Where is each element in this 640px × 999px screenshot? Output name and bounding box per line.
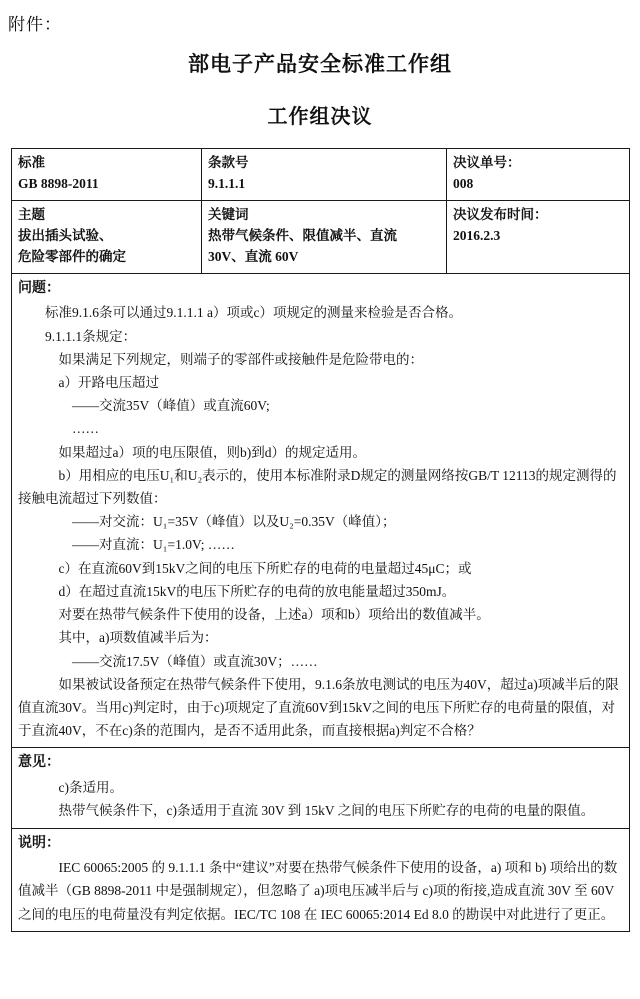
standard-value: GB 8898-2011 <box>18 175 99 191</box>
standard-label: 标准 <box>18 155 45 170</box>
question-paragraph: 标准9.1.6条可以通过9.1.1.1 a）项或c）项规定的测量来检验是否合格。 <box>45 305 462 321</box>
explanation-cell <box>12 828 630 931</box>
release-date-value: 2016.2.3 <box>453 227 501 243</box>
explanation-heading: 说明： <box>18 835 60 851</box>
keywords-cell <box>202 200 447 273</box>
opinion-cell <box>12 748 630 828</box>
question-paragraph: 如果超过a）项的电压限值，则b)到d）的规定适用。 <box>58 444 366 460</box>
question-paragraph: 其中，a)项数值减半后为： <box>58 630 218 646</box>
question-paragraph: ——对直流：U₁=1.0V; …… <box>72 537 235 553</box>
page-subtitle: 工作组决议 <box>267 106 373 128</box>
subject-value-line2: 危险零部件的确定 <box>18 248 126 264</box>
clause-value: 9.1.1.1 <box>208 175 246 191</box>
release-date-label: 决议发布时间： <box>453 206 548 222</box>
question-cell <box>12 273 630 748</box>
question-paragraph: 如果被试设备预定在热带气候条件下使用，9.1.6条放电测试的电压为40V，超过a)项减半后的限值直流30V。当用c)判定时，由于c)项规定了直流60V到15kV之间的电压下所贮存的电荷量的限值，对于直流40V，不在c)条的范围内，是否不适用此条，而直接根据a)判定不合格？ <box>18 676 619 739</box>
question-paragraph: ——对交流：U₁=35V（峰值）以及U₂=0.35V（峰值）； <box>72 514 396 530</box>
opinion-heading: 意见： <box>18 755 60 771</box>
subject-label: 主题 <box>18 206 45 222</box>
page-title: 部电子产品安全标准工作组 <box>188 52 452 76</box>
resolution-table <box>11 148 630 932</box>
opinion-paragraph: 热带气候条件下，c)条适用于直流 30V 到 15kV 之间的电压下所贮存的电荷的电量的限值。 <box>58 803 595 819</box>
question-paragraph: ——交流35V（峰值）或直流60V; <box>72 398 270 414</box>
table-row <box>12 200 630 273</box>
table-row <box>12 828 630 931</box>
question-paragraph: 9.1.1.1条规定： <box>45 328 137 344</box>
explanation-paragraph: IEC 60065:2005 的 9.1.1.1 条中“建议”对要在热带气候条件下使用的设备，a) 项和 b) 项给出的数值减半（GB 8898-2011 中是强制规定），但忽略了 a)项电压减半后与 c)项的衔接,造成直流 30V 至 60V 之间的电压的电荷量没有判定依据。IEC/TC 108 在 IEC 60065:2014 Ed 8.0 的勘误中对此进行了更正。 <box>18 860 618 922</box>
attachment-label: 附件： <box>8 15 62 34</box>
release-date-cell <box>447 200 630 273</box>
resolution-no-value: 008 <box>453 175 474 191</box>
question-heading: 问题： <box>18 280 60 296</box>
question-paragraph: b）用相应的电压U₁和U₂表示的，使用本标准附录D规定的测量网络按GB/T 12113的规定测得的接触电流超过下列数值： <box>18 467 617 507</box>
clause-label: 条款号 <box>208 155 249 170</box>
question-paragraph: d）在超过直流15kV的电压下所贮存的电荷的放电能量超过350mJ。 <box>58 583 456 599</box>
question-paragraph: …… <box>72 421 99 437</box>
question-paragraph: 如果满足下列规定，则端子的零部件或接触件是危险带电的： <box>58 351 423 367</box>
title-block <box>0 48 640 129</box>
keywords-value-line2: 30V、直流 60V <box>208 248 299 264</box>
subject-value-line1: 拔出插头试验、 <box>18 227 113 243</box>
resolution-no-label: 决议单号： <box>453 155 521 170</box>
opinion-paragraph: c)条适用。 <box>58 780 123 796</box>
question-paragraph: ——交流17.5V（峰值）或直流30V；…… <box>72 653 318 669</box>
question-paragraph: c）在直流60V到15kV之间的电压下所贮存的电荷的电量超过45μC；或 <box>58 560 472 576</box>
table-row <box>12 149 630 201</box>
clause-cell <box>202 149 447 201</box>
question-paragraph: 对要在热带气候条件下使用的设备，上述a）项和b）项给出的数值减半。 <box>58 607 490 623</box>
question-paragraph: a）开路电压超过 <box>58 374 159 390</box>
table-row <box>12 748 630 828</box>
keywords-value-line1: 热带气候条件、限值减半、直流 <box>208 227 397 243</box>
table-row <box>12 273 630 748</box>
keywords-label: 关键词 <box>208 206 249 222</box>
subject-cell <box>12 200 202 273</box>
resolution-no-cell <box>447 149 630 201</box>
standard-cell <box>12 149 202 201</box>
